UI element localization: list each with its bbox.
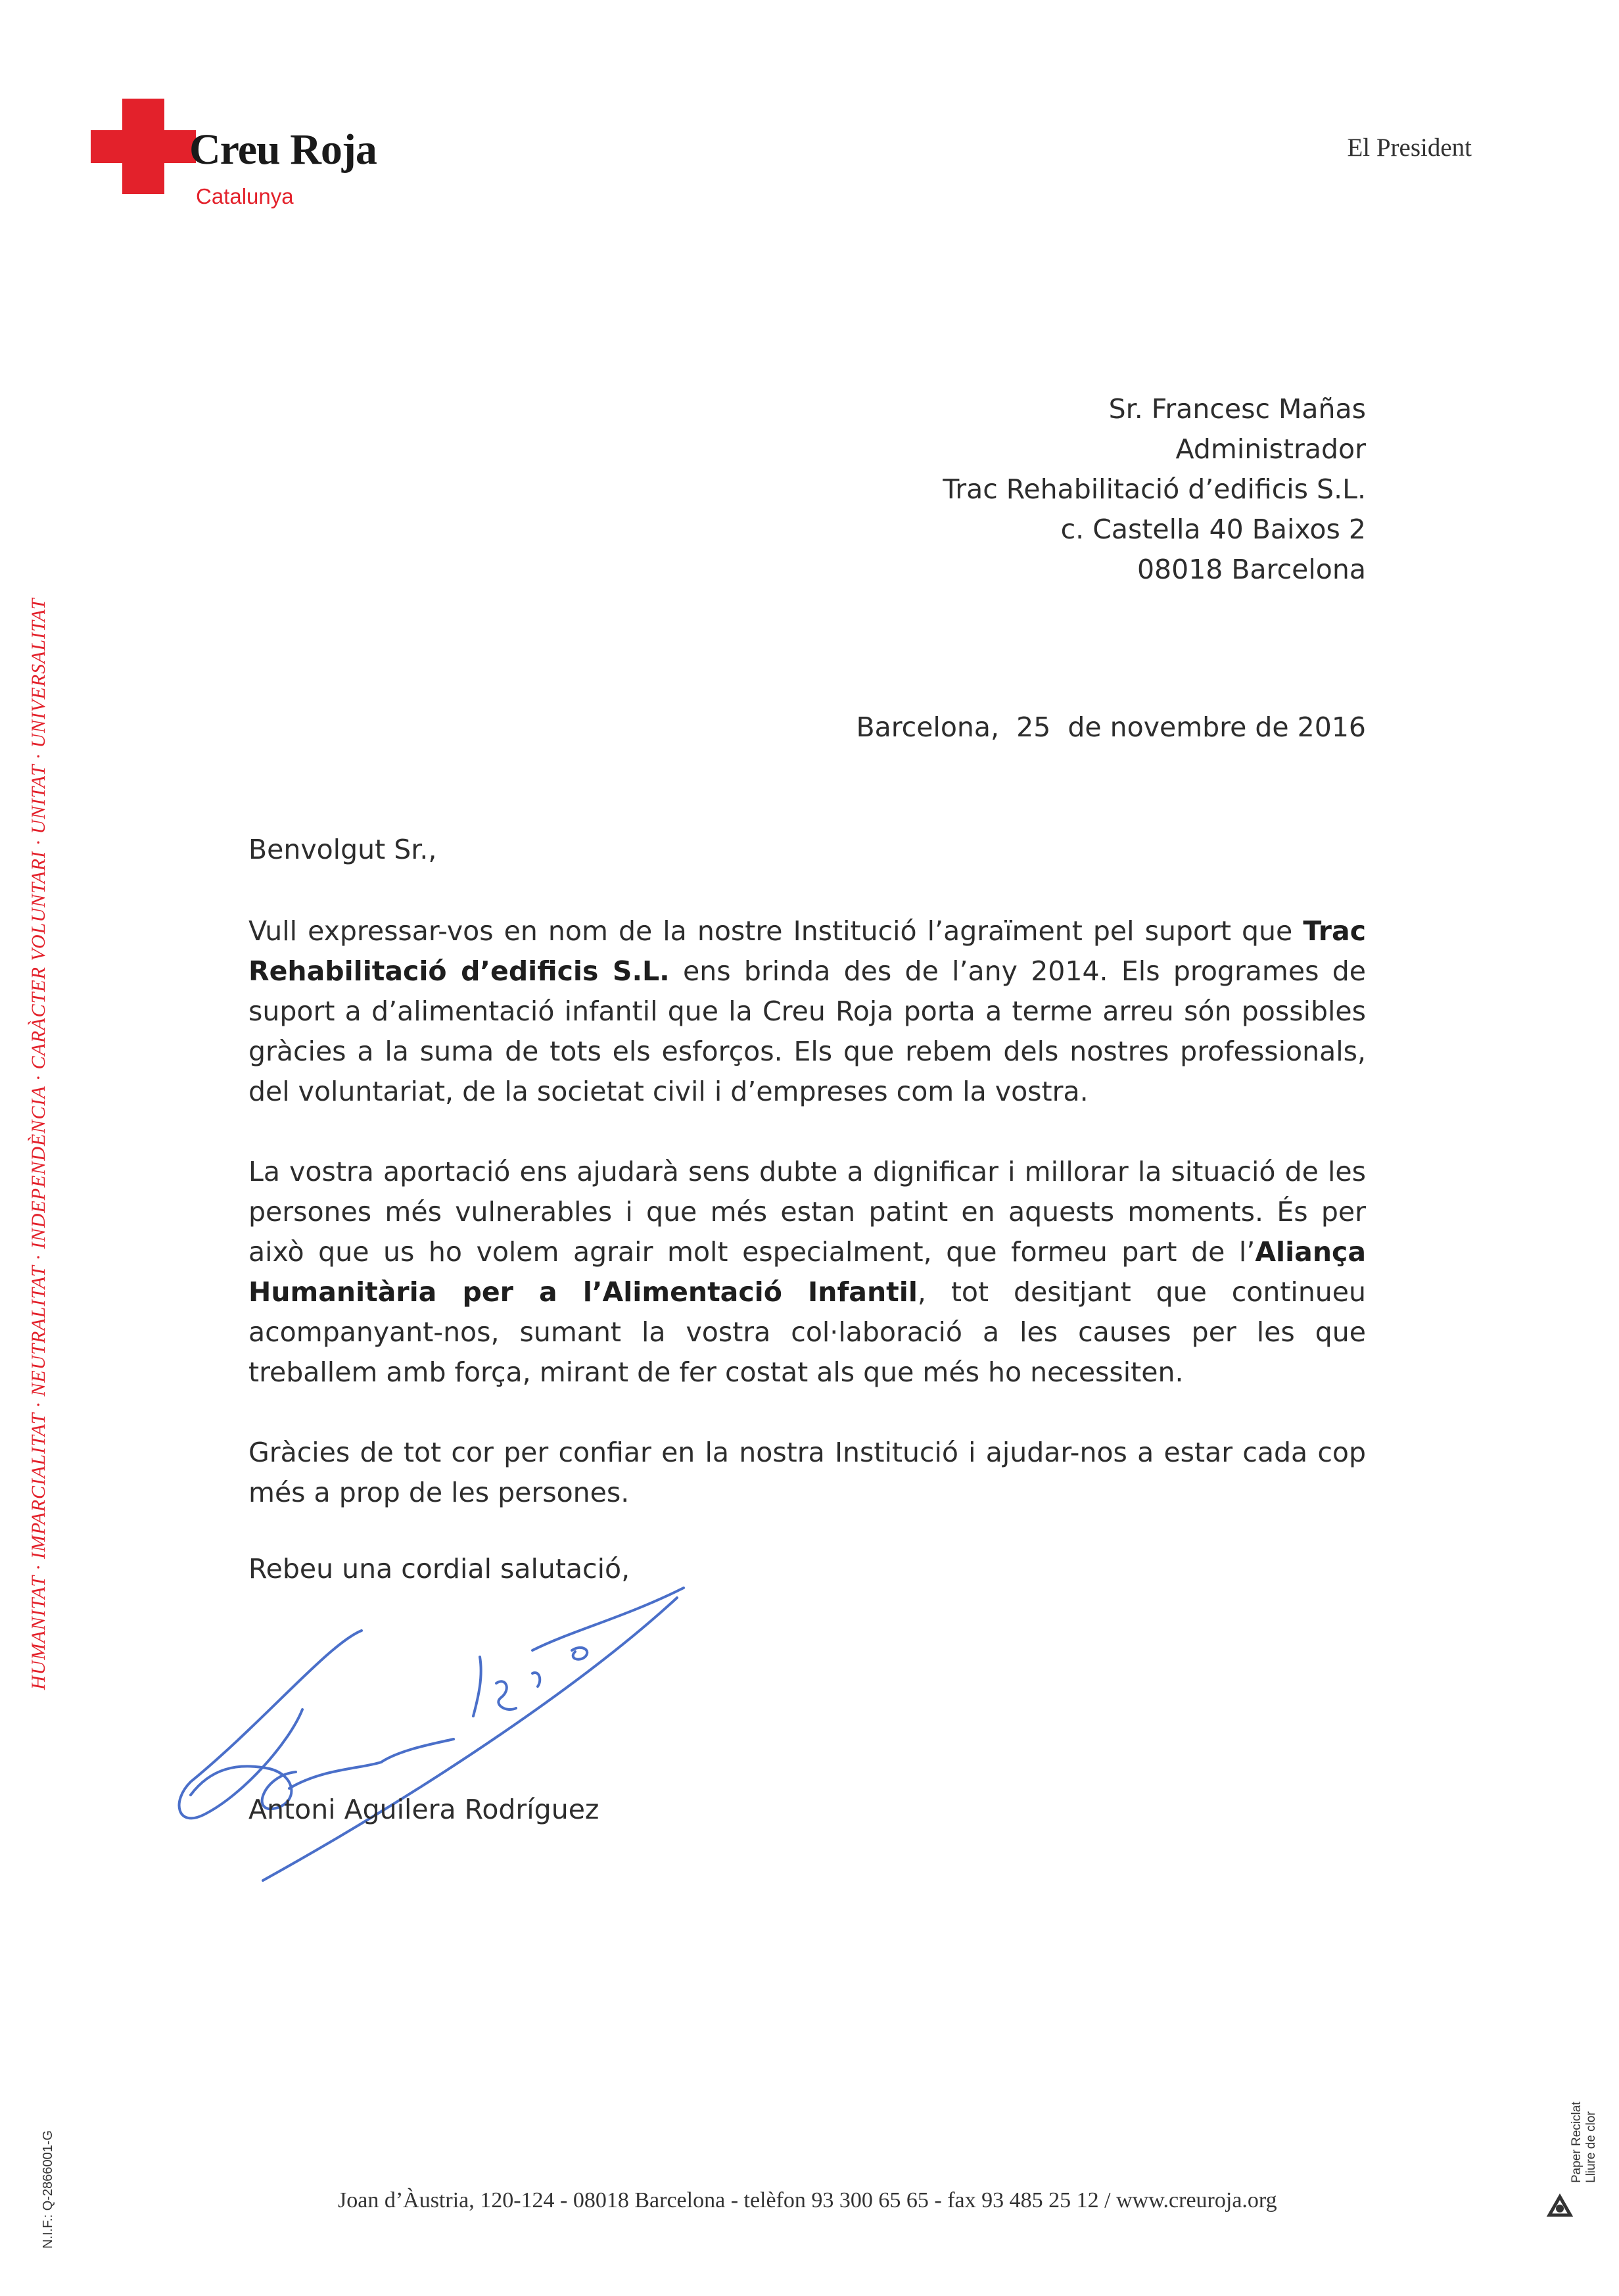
footer-contact: Joan d’Àustria, 120-124 - 08018 Barcelona - telèfon 93 300 65 65 - fax 93 485 25 12 / www.creuroja.org xyxy=(338,2188,1277,2212)
recipient-city: 08018 Barcelona xyxy=(1137,554,1366,585)
letter-date: Barcelona, 25 de novembre de 2016 xyxy=(856,711,1366,743)
creu-roja-logo xyxy=(91,99,400,224)
red-cross-icon xyxy=(91,99,196,194)
paragraph-3: Gràcies de tot cor per confiar en la nostra Institució i ajudar-nos a estar cada cop més a prop de les persones. xyxy=(248,1437,1366,1508)
alliance-name-bold: Aliança Humanitària per a l’Alimentació Infantil xyxy=(248,1236,1366,1308)
recipient-street: c. Castella 40 Baixos 2 xyxy=(1060,514,1366,545)
recipient-address xyxy=(943,389,1366,590)
letter-body xyxy=(248,830,1366,1553)
recipient-position: Administrador xyxy=(1175,433,1366,465)
signer-name: Antoni Aguilera Rodríguez xyxy=(248,1794,599,1825)
brand-region: Catalunya xyxy=(196,184,294,208)
company-name-bold: Trac Rehabilitació d’edificis S.L. xyxy=(248,915,1366,987)
recipient-company: Trac Rehabilitació d’edificis S.L. xyxy=(943,473,1366,505)
handwritten-signature xyxy=(164,1552,703,1894)
paragraph-2: La vostra aportació ens ajudarà sens dubte a dignificar i millorar la situació de les persones més vulnerables i que més estan patint en aquests moments. És per això que us ho volem agrair molt especialment, que formeu part de l’Aliança Humanitària per a l’Alimentació Infantil, tot desitjant que continueu acompanyant-nos, sumant la vostra col·laboració a les causes per les que treballem amb força, mirant de fer costat als que més ho necessiten. xyxy=(248,1156,1366,1388)
closing-line: Rebeu una cordial salutació, xyxy=(248,1553,630,1585)
brand-name: Creu Roja xyxy=(189,126,377,174)
salutation: Benvolgut Sr., xyxy=(248,834,437,865)
recycle-icon xyxy=(1541,2193,1578,2230)
institutional-values: HUMANITAT · IMPARCIALITAT · NEUTRALITAT · INDEPENDÈNCIA · CARÀCTER VOLUNTARI · UNITAT · UNIVERSALITAT xyxy=(28,598,49,1690)
paragraph-1: Vull expressar-vos en nom de la nostre Institució l’agraïment pel suport que Trac Rehabilitació d’edificis S.L. ens brinda des de l’any 2014. Els programes de suport a d’alimentació infantil que la Creu Roja porta a terme arreu són possibles gràcies a la suma de tots els esforços. Els que rebem dels nostres professionals, del voluntariat, de la societat civil i d’empreses com la vostra. xyxy=(248,915,1367,1107)
recycled-paper-note: Paper Reciclat Lliure de clor xyxy=(1570,2101,1598,2183)
recipient-name: Sr. Francesc Mañas xyxy=(1108,393,1366,425)
tax-id: N.I.F.: Q-2866001-G xyxy=(41,2130,55,2249)
sender-title: El President xyxy=(1347,133,1472,162)
